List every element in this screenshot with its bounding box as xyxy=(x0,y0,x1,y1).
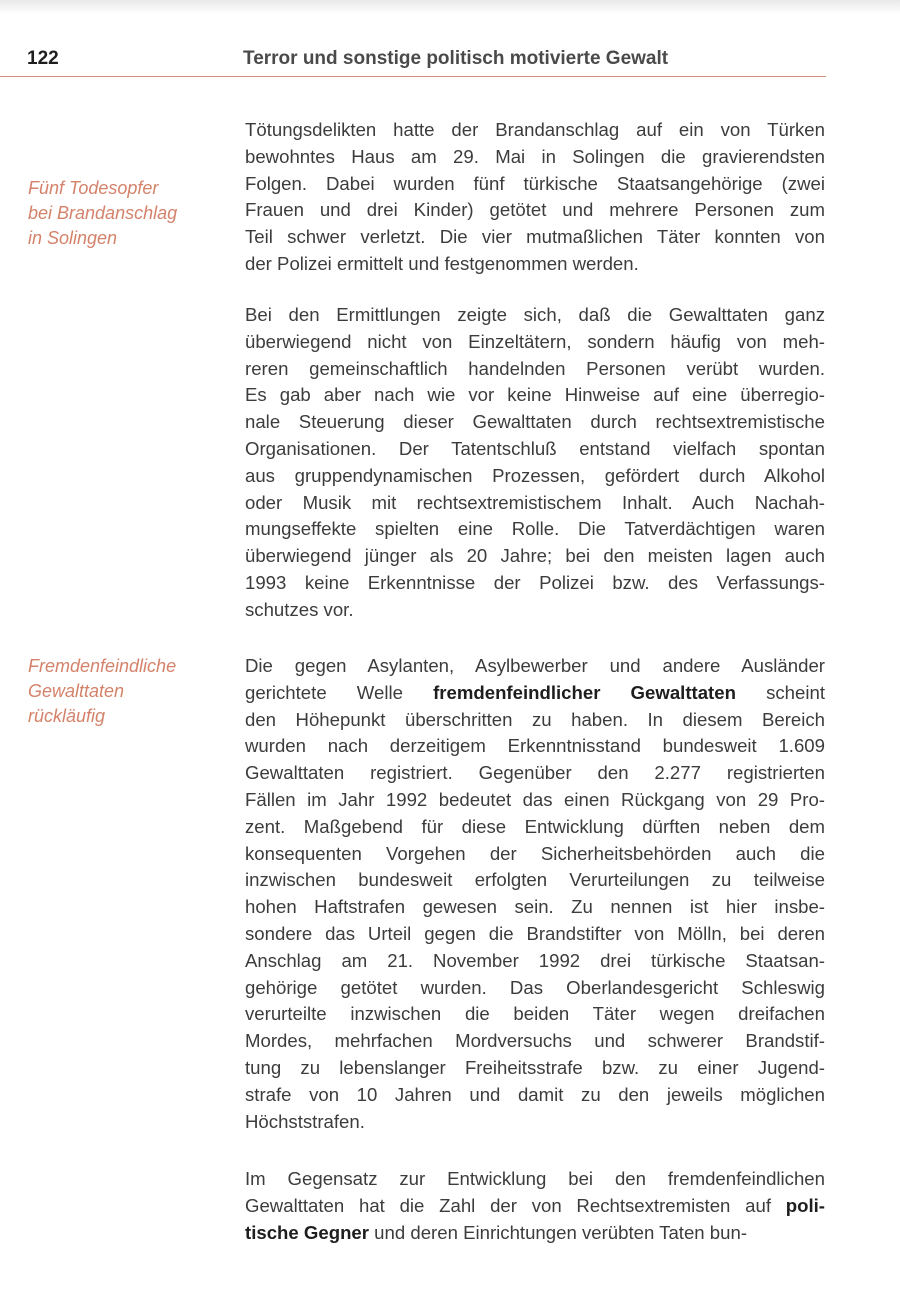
text-line: nale Steuerung dieser Gewalttaten durch rechtsextremistische xyxy=(245,411,825,433)
text-line: Frauen und drei Kinder) getötet und mehrere Personen zum xyxy=(245,199,825,221)
margin-note-line: rückläufig xyxy=(28,706,106,726)
page-number: 122 xyxy=(27,48,59,69)
text-line: reren gemeinschaftlich handelnden Personen verübt wurden. xyxy=(245,357,825,379)
text-line: Im Gegensatz zur Entwicklung bei den fremdenfeindlichen xyxy=(245,1168,825,1189)
text-line: der Polizei ermittelt und festgenommen werden. xyxy=(245,252,639,274)
text-line: gerichtete Welle fremdenfeindlicher Gewalttaten scheint xyxy=(245,681,825,703)
text-line: sondere das Urteil gegen die Brandstifter von Mölln, bei deren xyxy=(245,922,825,944)
text-line: strafe von 10 Jahren und damit zu den jeweils möglichen xyxy=(245,1083,825,1105)
text-line: konsequenten Vorgehen der Sicherheitsbehörden auch die xyxy=(245,842,825,864)
margin-note-solingen xyxy=(28,176,228,251)
text-line: tung zu lebenslanger Freiheitsstrafe bzw. zu einer Jugend- xyxy=(245,1056,825,1078)
text-line: wurden nach derzeitigem Erkenntnisstand bundesweit 1.609 xyxy=(245,735,825,757)
text-line: Gewalttaten registriert. Gegenüber den 2.277 registrierten xyxy=(245,762,825,784)
paragraph-3 xyxy=(245,653,825,1135)
margin-note-line: Fremdenfeindliche xyxy=(28,656,177,676)
text-line: hohen Haftstrafen gewesen sein. Zu nennen ist hier insbe- xyxy=(245,896,825,918)
margin-note-line: Gewalttaten xyxy=(28,681,125,701)
page-header xyxy=(0,44,900,76)
text-line: Teil schwer verletzt. Die vier mutmaßlichen Täter konnten von xyxy=(245,226,825,248)
text-line: bewohntes Haus am 29. Mai in Solingen die gravierendsten xyxy=(245,145,825,167)
header-rule xyxy=(0,76,826,77)
bold-keyword: fremdenfeindlicher Gewalttaten xyxy=(433,681,736,703)
text-line: den Höhepunkt überschritten zu haben. In diesem Bereich xyxy=(245,708,825,730)
running-title: Terror und sonstige politisch motivierte Gewalt xyxy=(243,48,669,69)
bold-keyword: poli- xyxy=(785,1194,825,1216)
text-line: verurteilte inzwischen die beiden Täter wegen dreifachen xyxy=(245,1003,825,1025)
text-line: Organisationen. Der Tatentschluß entstand vielfach spontan xyxy=(245,437,825,459)
text-line: Tötungsdelikten hatte der Brandanschlag auf ein von Türken xyxy=(245,119,825,140)
text-line: Fällen im Jahr 1992 bedeutet das einen Rückgang von 29 Pro- xyxy=(245,788,825,810)
text-line: 1993 keine Erkenntnisse der Polizei bzw. des Verfassungs- xyxy=(245,571,825,593)
text-line: gehörige getötet wurden. Das Oberlandesgericht Schleswig xyxy=(245,976,825,998)
text-line: Bei den Ermittlungen zeigte sich, daß die Gewalttaten ganz xyxy=(245,304,825,325)
text-line: Anschlag am 21. November 1992 drei türkische Staatsan- xyxy=(245,949,825,971)
page-top-shading xyxy=(0,0,900,14)
text-line: inzwischen bundesweit erfolgten Verurteilungen zu teilweise xyxy=(245,869,825,891)
text-line: Mordes, mehrfachen Mordversuchs und schwerer Brandstif- xyxy=(245,1030,825,1052)
text-line: Es gab aber nach wie vor keine Hinweise auf eine überregio- xyxy=(245,384,825,406)
text-line: überwiegend jünger als 20 Jahre; bei den meisten lagen auch xyxy=(245,545,825,567)
paragraph-2 xyxy=(245,302,825,624)
text-line: aus gruppendynamischen Prozessen, gefördert durch Alkohol xyxy=(245,464,825,486)
text-line: überwiegend nicht von Einzeltätern, sondern häufig von meh- xyxy=(245,330,825,352)
paragraph-4 xyxy=(245,1166,825,1246)
text-line: Gewalttaten hat die Zahl der von Rechtsextremisten auf poli- xyxy=(245,1194,825,1216)
margin-note-fremdenfeindlich xyxy=(28,654,228,729)
text-line: Folgen. Dabei wurden fünf türkische Staatsangehörige (zwei xyxy=(245,172,825,194)
margin-note-line: in Solingen xyxy=(28,228,118,248)
text-line: Die gegen Asylanten, Asylbewerber und andere Ausländer xyxy=(245,655,825,676)
margin-note-line: bei Brandanschlag xyxy=(28,203,178,223)
text-line: Höchststrafen. xyxy=(245,1110,365,1132)
text-line: tische Gegner und deren Einrichtungen verübten Taten bun- xyxy=(245,1221,748,1243)
bold-keyword: tische Gegner xyxy=(245,1221,370,1243)
text-line: oder Musik mit rechtsextremistischem Inhalt. Auch Nachah- xyxy=(245,491,825,513)
paragraph-1 xyxy=(245,117,825,278)
text-line: zent. Maßgebend für diese Entwicklung dürften neben dem xyxy=(245,815,825,837)
text-line: mungseffekte spielten eine Rolle. Die Tatverdächtigen waren xyxy=(245,518,825,540)
text-line: schutzes vor. xyxy=(245,598,354,620)
margin-note-line: Fünf Todesopfer xyxy=(28,178,159,198)
